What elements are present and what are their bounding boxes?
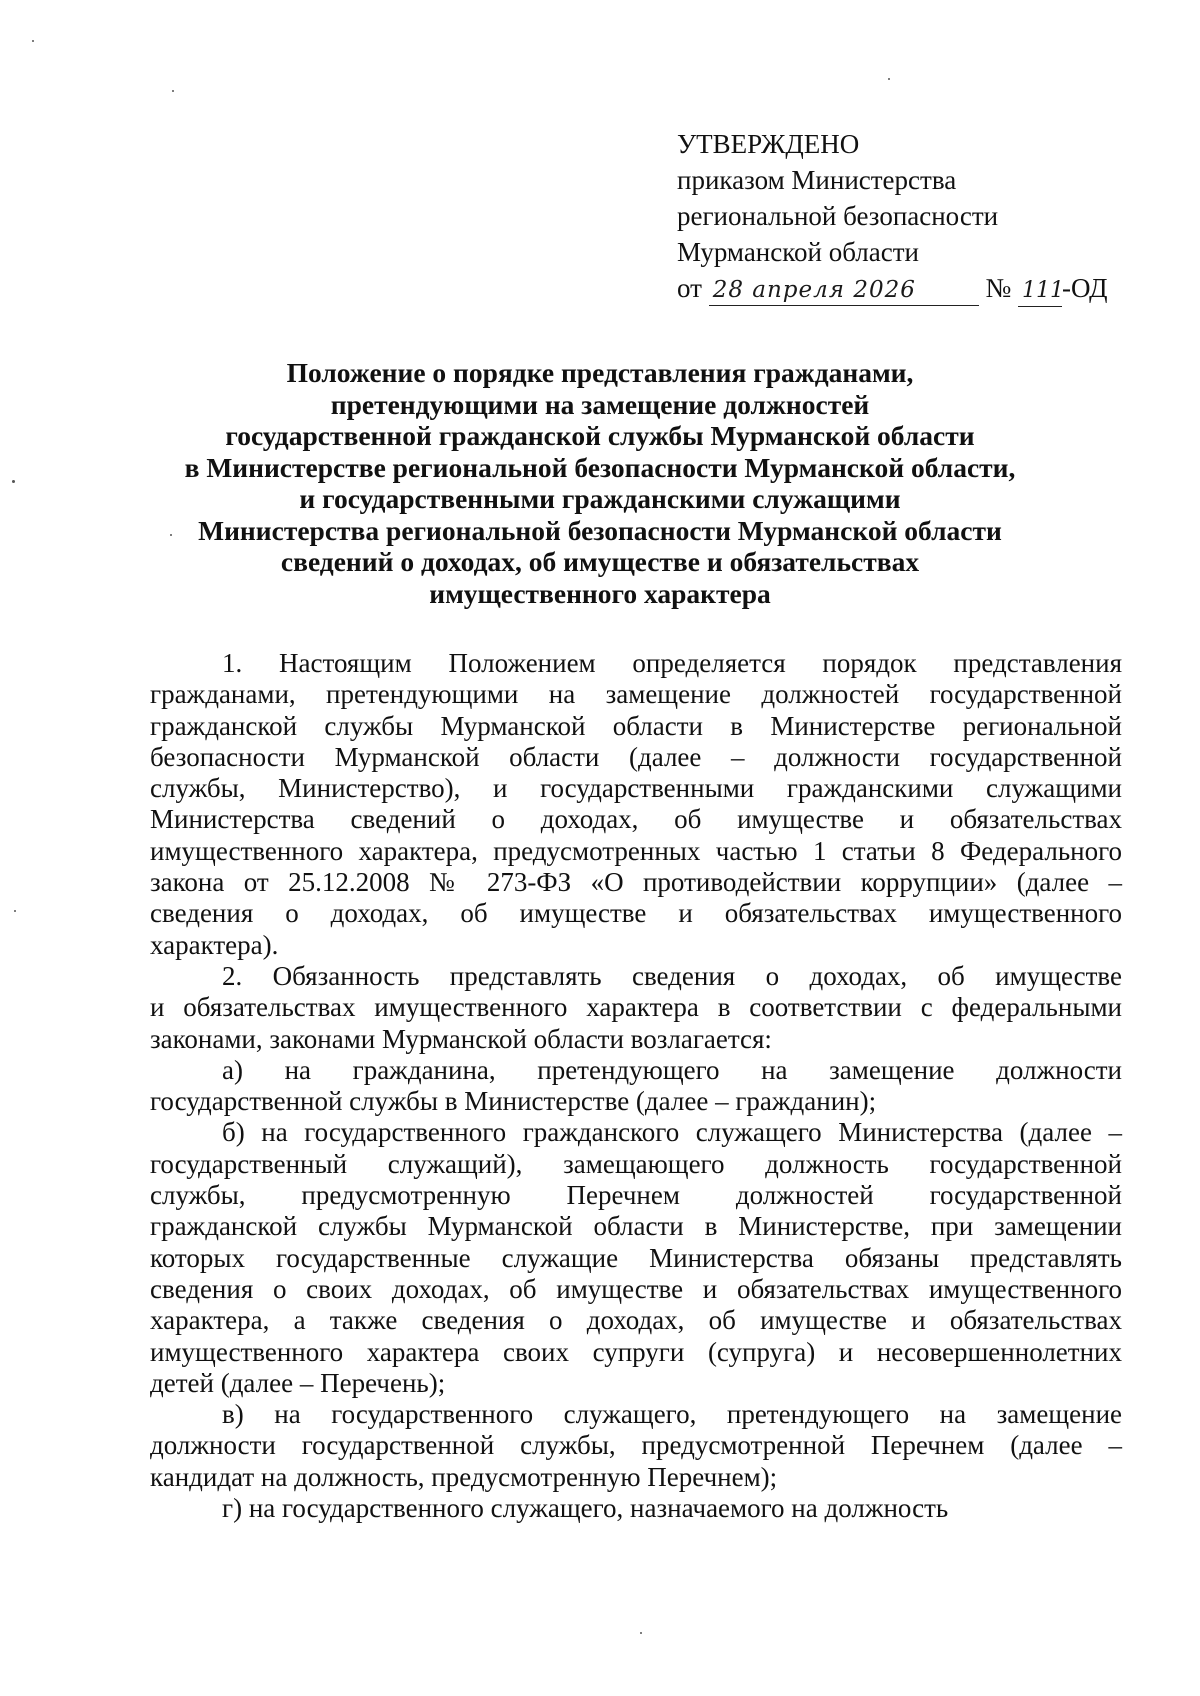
handwritten-number: 111 [1018,276,1062,307]
body-text-line: службы, Министерство), и государственными гражданскими служащими [150,773,1122,804]
number-prefix: № [985,273,1012,303]
title-line: государственной гражданской службы Мурманской области [225,420,975,451]
scan-speck [12,480,15,483]
scan-speck [170,534,172,536]
approval-stamp-block [677,126,1108,307]
handwritten-date: 28 апреля 2026 [709,275,979,306]
body-text-line: сведения о доходах, об имуществе и обязательствах имущественного [150,898,1122,929]
scan-speck [14,910,16,912]
date-prefix: от [677,273,702,303]
title-line: сведений о доходах, об имуществе и обязательствах [280,546,920,577]
body-text-line: в) на государственного служащего, претендующего на замещение [222,1399,1122,1430]
body-text-line: которых государственные служащие Министерства обязаны представлять [150,1242,1122,1273]
body-text-line: гражданской службы Мурманской области в Министерстве региональной [150,710,1122,741]
body-text-line: детей (далее – Перечень); [150,1367,446,1398]
body-text-line: гражданской службы Мурманской области в Министерстве, при замещении [150,1211,1122,1242]
approved-heading: УТВЕРЖДЕНО [677,129,860,159]
body-text-line: б) на государственного гражданского служащего Министерства (далее – [222,1117,1122,1148]
body-text-line: Министерства сведений о доходах, об имуществе и обязательствах [150,804,1122,835]
body-text-line: а) на гражданина, претендующего на замещение должности [222,1054,1122,1085]
number-suffix: -ОД [1061,273,1108,303]
order-date-line [677,270,1108,307]
title-line: и государственными гражданскими служащими [299,483,901,514]
scan-speck [888,78,890,80]
scan-speck [172,90,174,92]
body-text-line: должности государственной службы, предусмотренной Перечнем (далее – [150,1430,1122,1461]
body-text-line: 2. Обязанность представлять сведения о доходах, об имуществе [222,960,1122,991]
document-title [170,357,1030,609]
body-text-line: службы, предусмотренную Перечнем должностей государственной [150,1180,1122,1211]
body-text-line: характера). [150,929,279,960]
body-text-line: государственной службы в Министерстве (далее – гражданин); [150,1086,877,1117]
body-text-line: имущественного характера своих супруги (супруга) и несовершеннолетних [150,1336,1122,1367]
title-line: претендующими на замещение должностей [330,388,870,420]
body-text-line: имущественного характера, предусмотренных частью 1 статьи 8 Федерального [150,835,1122,866]
document-body [150,648,1122,1524]
approval-line: Мурманской области [677,237,919,267]
body-text-line: государственный служащий), замещающего должность государственной [150,1148,1122,1179]
body-text-line: сведения о своих доходах, об имуществе и обязательствах имущественного [150,1273,1122,1304]
body-text-line: кандидат на должность, предусмотренную Перечнем); [150,1461,778,1492]
body-text-line: характера, а также сведения о доходах, об имуществе и обязательствах [150,1305,1122,1336]
title-line: Министерства региональной безопасности Мурманской области [198,514,1002,546]
body-text-line: 1. Настоящим Положением определяется порядок представления [222,648,1122,678]
scan-speck [32,40,34,42]
body-text-line: г) на государственного служащего, назначаемого на должность [222,1493,949,1524]
body-text-line: безопасности Мурманской области (далее – должности государственной [150,741,1122,772]
title-line: в Министерстве региональной безопасности Мурманской области, [184,451,1016,483]
title-line: Положение о порядке представления гражданами, [286,357,914,388]
approval-line: приказом Министерства [677,165,957,195]
scan-speck [640,1632,642,1634]
title-line: имущественного характера [429,577,771,609]
approval-line: региональной безопасности [677,201,999,231]
body-text-line: гражданами, претендующими на замещение должностей государственной [150,679,1122,710]
body-text-line: и обязательствах имущественного характера в соответствии с федеральными [150,992,1122,1023]
body-text-line: законами, законами Мурманской области возлагается: [150,1023,772,1054]
body-text-line: закона от 25.12.2008 № 273-ФЗ «О противодействии коррупции» (далее – [150,867,1122,898]
